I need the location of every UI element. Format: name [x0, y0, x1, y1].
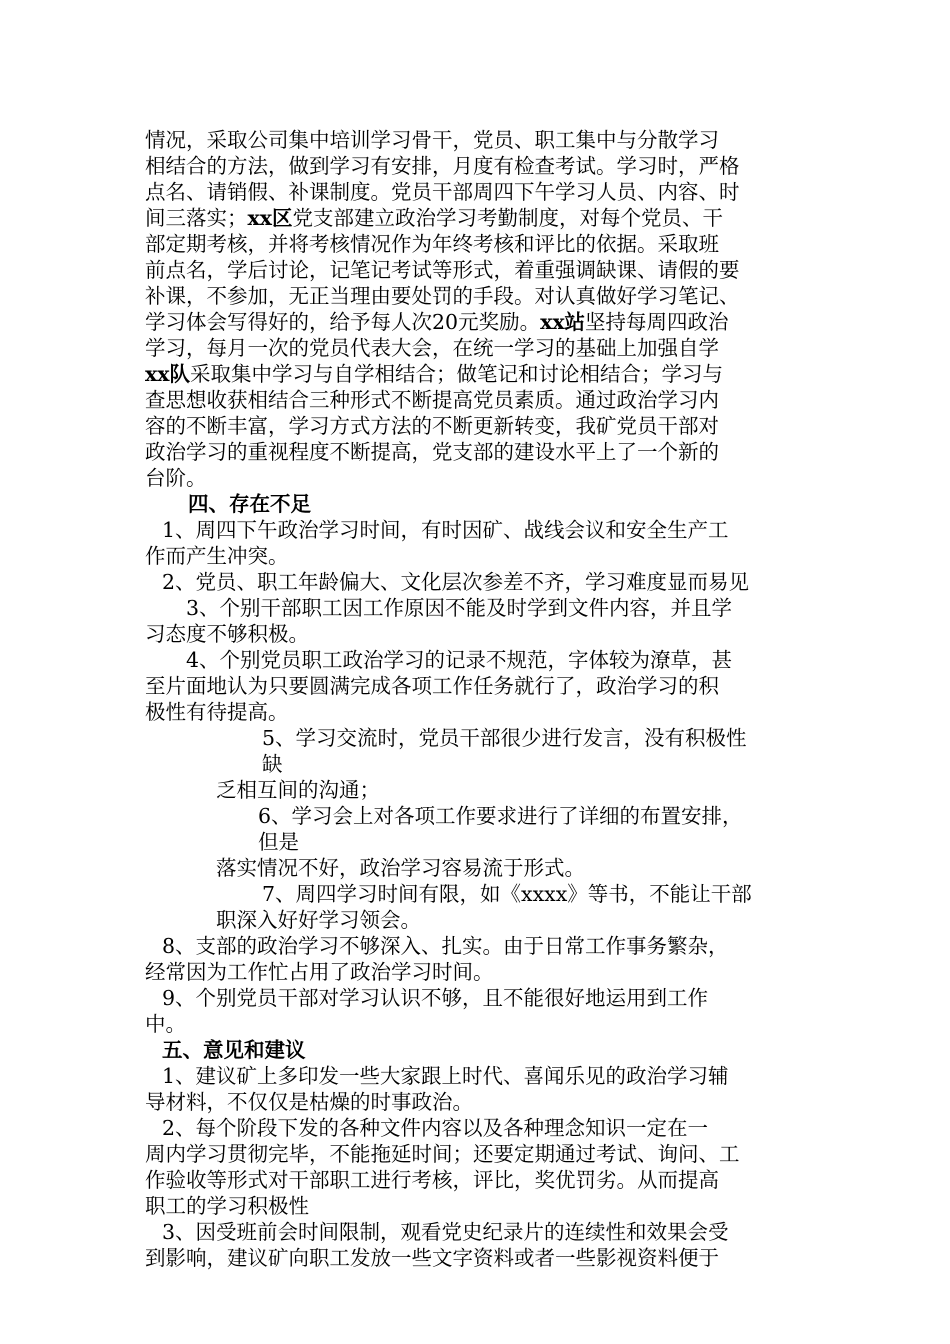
paragraph-line: 查思想收获相结合三种形式不断提高党员素质。通过政治学习内: [145, 388, 719, 412]
unit-name-bold: xx队: [145, 362, 190, 386]
paragraph-line: [145, 361, 723, 387]
list-item-continuation: 经常因为工作忙占用了政治学习时间。: [145, 960, 494, 984]
list-item-continuation: 乏相互间的沟通；: [216, 778, 380, 802]
list-item: 6、学习会上对各项工作要求进行了详细的布置安排，: [258, 804, 743, 828]
list-item-continuation: 作验收等形式对干部职工进行考核，评比，奖优罚劣。从而提高: [145, 1168, 719, 1192]
list-item-continuation: 职深入好好学习领会。: [216, 908, 421, 932]
list-item: 7、周四学习时间有限，如《xxxx》等书，不能让干部: [262, 882, 752, 906]
list-item: 9、个别党员干部对学习认识不够，且不能很好地运用到工作: [162, 986, 709, 1010]
list-item: 2、每个阶段下发的各种文件内容以及各种理念知识一定在一: [162, 1116, 709, 1140]
list-item-continuation: 但是: [258, 830, 299, 854]
list-item: 1、周四下午政治学习时间，有时因矿、战线会议和安全生产工: [162, 518, 729, 542]
list-item: 2、党员、职工年龄偏大、文化层次参差不齐，学习难度显而易见: [162, 570, 750, 594]
list-item-continuation: 极性有待提高。: [145, 700, 289, 724]
list-item: 3、因受班前会时间限制，观看党史纪录片的连续性和效果会受: [162, 1220, 729, 1244]
list-item-continuation: 周内学习贯彻完毕，不能拖延时间；还要定期通过考试、询问、工: [145, 1142, 740, 1166]
paragraph-line: 学习，每月一次的党员代表大会，在统一学习的基础上加强自学: [145, 336, 719, 360]
paragraph-line: 部定期考核，并将考核情况作为年终考核和评比的依据。采取班: [145, 232, 719, 256]
paragraph-line: 情况，采取公司集中培训学习骨干，党员、职工集中与分散学习: [145, 128, 719, 152]
list-item: 3、个别干部职工因工作原因不能及时学到文件内容，并且学: [186, 596, 733, 620]
list-item-continuation: 中。: [145, 1012, 186, 1036]
paragraph-line: 容的不断丰富，学习方式方法的不断更新转变，我矿党员干部对: [145, 414, 719, 438]
unit-name-bold: xx区: [247, 206, 293, 230]
section-heading: 五、意见和建议: [162, 1038, 306, 1062]
paragraph-line: 台阶。: [145, 466, 207, 490]
text-run: 间三落实；: [145, 206, 248, 230]
list-item-continuation: 习态度不够积极。: [145, 622, 309, 646]
paragraph-line: 政治学习的重视程度不断提高，党支部的建设水平上了一个新的: [145, 440, 719, 464]
list-item-continuation: 到影响，建议矿向职工发放一些文字资料或者一些影视资料便于: [145, 1246, 719, 1270]
text-run: 学习体会写得好的，给予每人次20元奖励。: [145, 310, 541, 334]
list-item-continuation: 职工的学习积极性: [145, 1194, 309, 1218]
list-item-continuation: 导材料，不仅仅是枯燥的时事政治。: [145, 1090, 473, 1114]
section-heading: 四、存在不足: [188, 492, 311, 516]
list-item-continuation: 缺: [262, 752, 283, 776]
text-run: 党支部建立政治学习考勤制度，对每个党员、干: [292, 206, 723, 230]
list-item: 5、学习交流时，党员干部很少进行发言，没有积极性: [262, 726, 747, 750]
paragraph-line: [145, 205, 723, 231]
list-item-continuation: 落实情况不好，政治学习容易流于形式。: [216, 856, 585, 880]
paragraph-line: 相结合的方法，做到学习有安排，月度有检查考试。学习时，严格: [145, 154, 740, 178]
paragraph-line: [145, 309, 729, 335]
paragraph-line: 补课，不参加，无正当理由要处罚的手段。对认真做好学习笔记、: [145, 284, 740, 308]
text-run: 采取集中学习与自学相结合；做笔记和讨论相结合；学习与: [189, 362, 723, 386]
paragraph-line: 前点名，学后讨论，记笔记考试等形式，着重强调缺课、请假的要: [145, 258, 740, 282]
paragraph-line: 点名、请销假、补课制度。党员干部周四下午学习人员、内容、时: [145, 180, 740, 204]
list-item-continuation: 至片面地认为只要圆满完成各项工作任务就行了，政治学习的积: [145, 674, 719, 698]
list-item: 4、个别党员职工政治学习的记录不规范，字体较为潦草，甚: [186, 648, 733, 672]
list-item: 1、建议矿上多印发一些大家跟上时代、喜闻乐见的政治学习辅: [162, 1064, 729, 1088]
list-item: 8、支部的政治学习不够深入、扎实。由于日常工作事务繁杂，: [162, 934, 729, 958]
text-run: 坚持每周四政治: [585, 310, 729, 334]
list-item-continuation: 作而产生冲突。: [145, 544, 289, 568]
unit-name-bold: xx站: [540, 310, 586, 334]
